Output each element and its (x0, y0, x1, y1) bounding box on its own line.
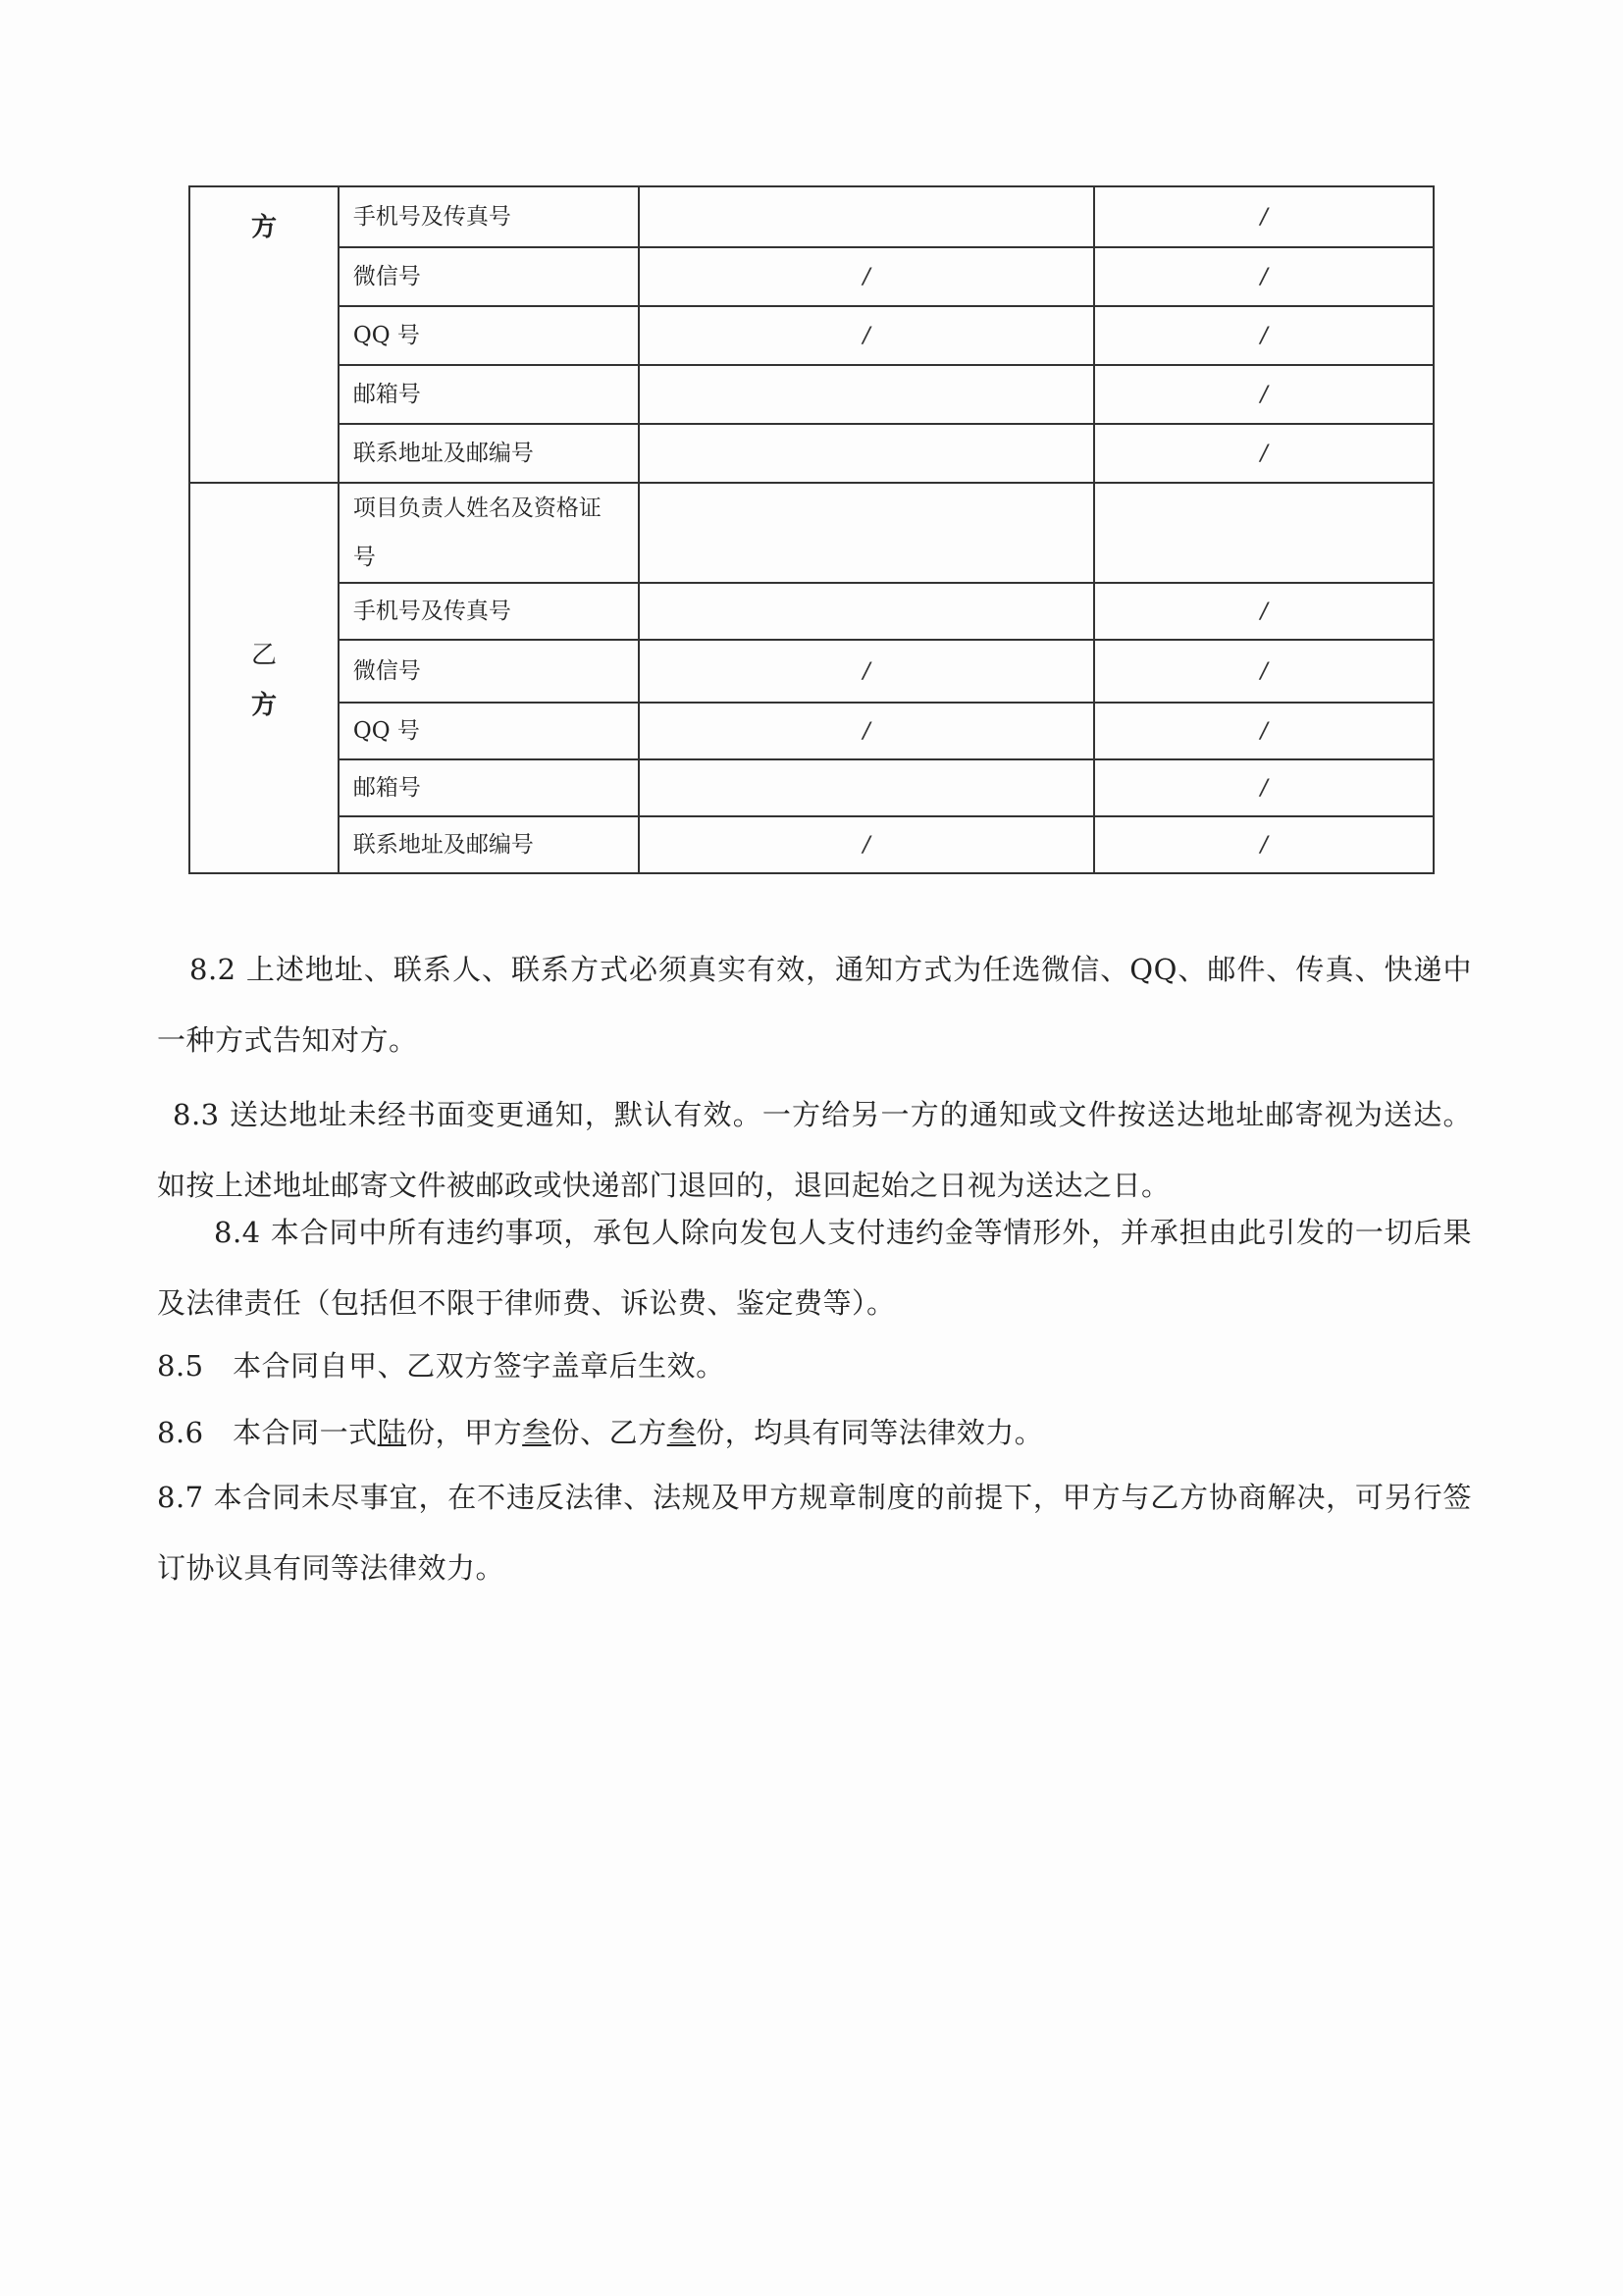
table-row (189, 640, 1434, 703)
party-a-label: 方 (189, 186, 339, 483)
table-row (189, 703, 1434, 759)
value-cell (1094, 483, 1434, 583)
clause-8-3: 8.3 送达地址未经书面变更通知，默认有效。一方给另一方的通知或文件按送达地址邮寄视为送达。如按上述地址邮寄文件被邮政或快递部门退回的，退回起始之日视为送达之日。 (157, 1098, 1472, 1202)
value-cell: / (1094, 703, 1434, 759)
clause-8-7: 8.7 本合同未尽事宜，在不违反法律、法规及甲方规章制度的前提下，甲方与乙方协商解决，可另行签订协议具有同等法律效力。 (157, 1481, 1472, 1585)
table-row (189, 483, 1434, 583)
field-label: 项目负责人姓名及资格证号 (339, 483, 639, 583)
table-row (189, 365, 1434, 424)
party-b-label: 乙 方 (189, 483, 339, 873)
value-cell: / (639, 306, 1095, 365)
table-row (189, 424, 1434, 483)
value-cell: / (1094, 306, 1434, 365)
field-label: 邮箱号 (339, 365, 639, 424)
copies-party-b: 叁 (666, 1416, 697, 1449)
value-cell: / (639, 640, 1095, 703)
table-row (189, 186, 1434, 247)
value-cell (639, 483, 1095, 583)
value-cell: / (1094, 640, 1434, 703)
field-label: 手机号及传真号 (339, 186, 639, 247)
value-cell (639, 424, 1095, 483)
clause-8-6: 8.6 本合同一式陆份，甲方叁份、乙方叁份，均具有同等法律效力。 (157, 1416, 1044, 1449)
field-label: 联系地址及邮编号 (339, 816, 639, 873)
table-row (189, 759, 1434, 816)
value-cell: / (639, 247, 1095, 306)
value-cell: / (1094, 816, 1434, 873)
value-cell (639, 759, 1095, 816)
value-cell (639, 583, 1095, 640)
field-label: 微信号 (339, 247, 639, 306)
table-row (189, 583, 1434, 640)
value-cell: / (1094, 247, 1434, 306)
field-label: 微信号 (339, 640, 639, 703)
contact-info-table (188, 185, 1435, 874)
copies-party-a: 叁 (522, 1416, 551, 1449)
value-cell: / (1094, 424, 1434, 483)
value-cell: / (1094, 759, 1434, 816)
value-cell: / (639, 703, 1095, 759)
clause-8-5: 8.5 本合同自甲、乙双方签字盖章后生效。 (157, 1349, 725, 1383)
copies-total: 陆 (377, 1416, 407, 1449)
field-label: 联系地址及邮编号 (339, 424, 639, 483)
value-cell: / (1094, 186, 1434, 247)
value-cell: / (1094, 583, 1434, 640)
field-label: 手机号及传真号 (339, 583, 639, 640)
value-cell: / (1094, 365, 1434, 424)
value-cell (639, 365, 1095, 424)
value-cell (639, 186, 1095, 247)
table-row (189, 247, 1434, 306)
clause-8-4: 8.4 本合同中所有违约事项，承包人除向发包人支付违约金等情形外，并承担由此引发的一切后果及法律责任（包括但不限于律师费、诉讼费、鉴定费等）。 (157, 1216, 1472, 1320)
field-label: QQ 号 (339, 703, 639, 759)
value-cell: / (639, 816, 1095, 873)
field-label: QQ 号 (339, 306, 639, 365)
table-row (189, 816, 1434, 873)
field-label: 邮箱号 (339, 759, 639, 816)
table-row (189, 306, 1434, 365)
clause-8-2: 8.2 上述地址、联系人、联系方式必须真实有效，通知方式为任选微信、QQ、邮件、传真、快递中一种方式告知对方。 (157, 953, 1472, 1057)
